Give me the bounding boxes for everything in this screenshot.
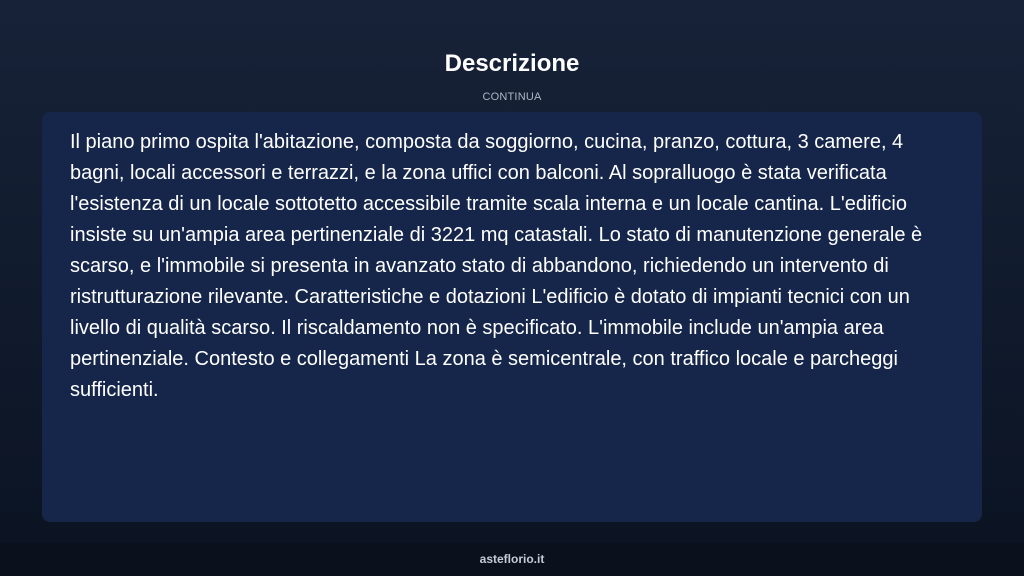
page-title: Descrizione: [444, 50, 580, 77]
description-card: [42, 112, 982, 522]
footer-bar: [0, 543, 1024, 576]
footer-brand: asteflorio.it: [479, 552, 545, 566]
continue-label: CONTINUA: [482, 91, 542, 103]
description-text: Il piano primo ospita l'abitazione, composta da soggiorno, cucina, pranzo, cottura, 3 camere, 4 bagni, locali accessori e terrazzi, e la zona uffici con balconi. Al sopralluogo è stata verificata l'esistenza di un locale sottotetto accessibile tramite scala interna e un locale cantina. L'edificio insiste su un'ampia area pertinenziale di 3221 mq catastali. Lo stato di manutenzione generale è scarso, e l'immobile si presenta in avanzato stato di abbandono, richiedendo un intervento di ristrutturazione rilevante. Caratteristiche e dotazioni L'edificio è dotato di impianti tecnici con un livello di qualità scarso. Il riscaldamento non è specificato. L'immobile include un'ampia area pertinenziale. Contesto e collegamenti La zona è semicentrale, con traffico locale e parcheggi sufficienti.: [70, 131, 923, 401]
